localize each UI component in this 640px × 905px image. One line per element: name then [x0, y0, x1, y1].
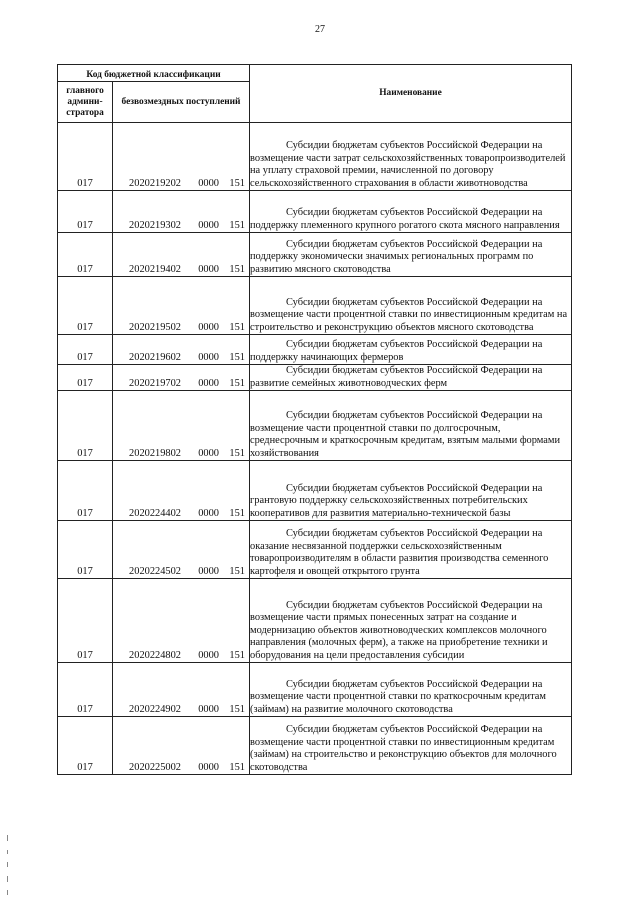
classification-code-cell: [113, 233, 250, 277]
classification-code-cell: [113, 365, 250, 391]
budget-classification-table: [57, 64, 572, 775]
scan-margin-mark: [7, 850, 8, 854]
code-main: 2020219302: [129, 219, 181, 231]
name-text: Субсидии бюджетам субъектов Российской Федерации на возмещение части затрат сельскохозяйственных товаропроизводителей на уплату страховой премии, начисленной по договору сельскохозяйственного страхования в области животноводства: [250, 140, 566, 189]
code-main: 2020219402: [129, 263, 181, 275]
table-row: [58, 717, 572, 775]
admin-code-cell: 017: [58, 335, 113, 365]
name-text: Субсидии бюджетам субъектов Российской Федерации на возмещение части процентной ставки по краткосрочным кредитам (займам) на развитие молочного скотоводства: [250, 678, 546, 715]
code-sub: 0000: [198, 703, 219, 715]
code-main: 2020224402: [129, 507, 181, 519]
code-kind: 151: [229, 351, 245, 363]
admin-code-cell: 017: [58, 365, 113, 391]
scan-margin-mark: [7, 876, 8, 882]
name-text: Субсидии бюджетам субъектов Российской Федерации на возмещение части процентной ставки по инвестиционным кредитам (займам) на строительство и реконструкцию объектов для молочного скотоводства: [250, 724, 557, 773]
admin-code-cell: 017: [58, 391, 113, 461]
code-main: 2020219502: [129, 321, 181, 333]
name-cell: [250, 365, 572, 391]
code-main: 2020224802: [129, 649, 181, 661]
classification-code-cell: [113, 717, 250, 775]
admin-code-cell: 017: [58, 521, 113, 579]
code-main: 2020224502: [129, 565, 181, 577]
name-text: Субсидии бюджетам субъектов Российской Федерации на грантовую поддержку сельскохозяйственных потребительских кооперативов для развития материально-технической базы: [250, 482, 543, 519]
code-kind: 151: [229, 761, 245, 773]
name-column-header: Наименование: [250, 65, 572, 123]
classification-code-cell: [113, 461, 250, 521]
classification-code-cell: [113, 521, 250, 579]
table-header: [58, 65, 572, 123]
code-sub: 0000: [198, 565, 219, 577]
admin-code-cell: 017: [58, 579, 113, 663]
table-row: [58, 191, 572, 233]
name-text: Субсидии бюджетам субъектов Российской Федерации на развитие семейных животноводческих ферм: [250, 365, 543, 389]
name-text: Субсидии бюджетам субъектов Российской Федерации на поддержку экономически значимых региональных программ по развитию мясного скотоводства: [250, 238, 543, 275]
classification-code-cell: [113, 277, 250, 335]
name-cell: [250, 579, 572, 663]
code-kind: 151: [229, 507, 245, 519]
name-text: Субсидии бюджетам субъектов Российской Федерации на возмещение части процентной ставки по инвестиционным кредитам на строительство и реконструкцию объектов мясного скотоводства: [250, 296, 568, 333]
code-sub: 0000: [198, 447, 219, 459]
admin-code-cell: 017: [58, 717, 113, 775]
code-sub: 0000: [198, 177, 219, 189]
table-row: [58, 335, 572, 365]
code-sub: 0000: [198, 649, 219, 661]
code-sub: 0000: [198, 321, 219, 333]
code-main: 2020219802: [129, 447, 181, 459]
classification-code-cell: [113, 579, 250, 663]
table-row: [58, 123, 572, 191]
table-row: [58, 461, 572, 521]
code-sub: 0000: [198, 761, 219, 773]
revenue-column-header: безвозмездных поступлений: [113, 82, 250, 123]
table-row: [58, 391, 572, 461]
code-kind: 151: [229, 447, 245, 459]
name-cell: [250, 233, 572, 277]
classification-code-cell: [113, 191, 250, 233]
code-sub: 0000: [198, 219, 219, 231]
table-row: [58, 521, 572, 579]
classification-code-cell: [113, 391, 250, 461]
name-cell: [250, 717, 572, 775]
table-row: [58, 277, 572, 335]
name-cell: [250, 335, 572, 365]
code-kind: 151: [229, 177, 245, 189]
code-kind: 151: [229, 219, 245, 231]
admin-code-cell: 017: [58, 277, 113, 335]
scan-margin-mark: [7, 890, 8, 895]
admin-code-cell: 017: [58, 233, 113, 277]
admin-code-cell: 017: [58, 191, 113, 233]
code-kind: 151: [229, 703, 245, 715]
admin-column-header: главного админи-стратора: [58, 82, 113, 123]
code-main: 2020225002: [129, 761, 181, 773]
admin-code-cell: 017: [58, 663, 113, 717]
code-kind: 151: [229, 649, 245, 661]
name-cell: [250, 123, 572, 191]
table-row: [58, 579, 572, 663]
code-sub: 0000: [198, 507, 219, 519]
code-main: 2020219602: [129, 351, 181, 363]
name-text: Субсидии бюджетам субъектов Российской Федерации на поддержку начинающих фермеров: [250, 339, 543, 363]
name-text: Субсидии бюджетам субъектов Российской Федерации на возмещение части прямых понесенных затрат на создание и модернизацию объектов животноводческих комплексов молочного направления (молочных ферм), а также на приобретение техники и оборудования на цели предоставления субсидии: [250, 599, 548, 661]
name-cell: [250, 391, 572, 461]
table-row: [58, 233, 572, 277]
name-cell: [250, 461, 572, 521]
table-row: [58, 365, 572, 391]
code-main: 2020219202: [129, 177, 181, 189]
name-text: Субсидии бюджетам субъектов Российской Федерации на оказание несвязанной поддержки сельскохозяйственным товаропроизводителям в области развития производства семенного картофеля и овощей открытого грунта: [250, 528, 549, 577]
classification-code-cell: [113, 123, 250, 191]
classification-code-cell: [113, 663, 250, 717]
scan-margin-mark: [7, 835, 8, 841]
code-main: 2020219702: [129, 377, 181, 389]
page-number: 27: [315, 24, 325, 35]
code-sub: 0000: [198, 263, 219, 275]
code-sub: 0000: [198, 351, 219, 363]
code-kind: 151: [229, 565, 245, 577]
code-kind: 151: [229, 377, 245, 389]
table-body: [58, 123, 572, 775]
name-cell: [250, 521, 572, 579]
code-sub: 0000: [198, 377, 219, 389]
name-cell: [250, 277, 572, 335]
scan-margin-mark: [7, 862, 8, 867]
name-text: Субсидии бюджетам субъектов Российской Федерации на возмещение части процентной ставки по долгосрочным, среднесрочным и краткосрочным кредитам, взятым малыми формами хозяйствования: [250, 410, 561, 459]
table-row: [58, 663, 572, 717]
admin-code-cell: 017: [58, 461, 113, 521]
name-text: Субсидии бюджетам субъектов Российской Федерации на поддержку племенного крупного рогатого скота мясного направления: [250, 207, 560, 231]
classification-code-cell: [113, 335, 250, 365]
name-cell: [250, 191, 572, 233]
code-kind: 151: [229, 263, 245, 275]
code-kind: 151: [229, 321, 245, 333]
code-group-header: Код бюджетной классификации: [58, 65, 250, 82]
admin-code-cell: 017: [58, 123, 113, 191]
code-main: 2020224902: [129, 703, 181, 715]
name-cell: [250, 663, 572, 717]
